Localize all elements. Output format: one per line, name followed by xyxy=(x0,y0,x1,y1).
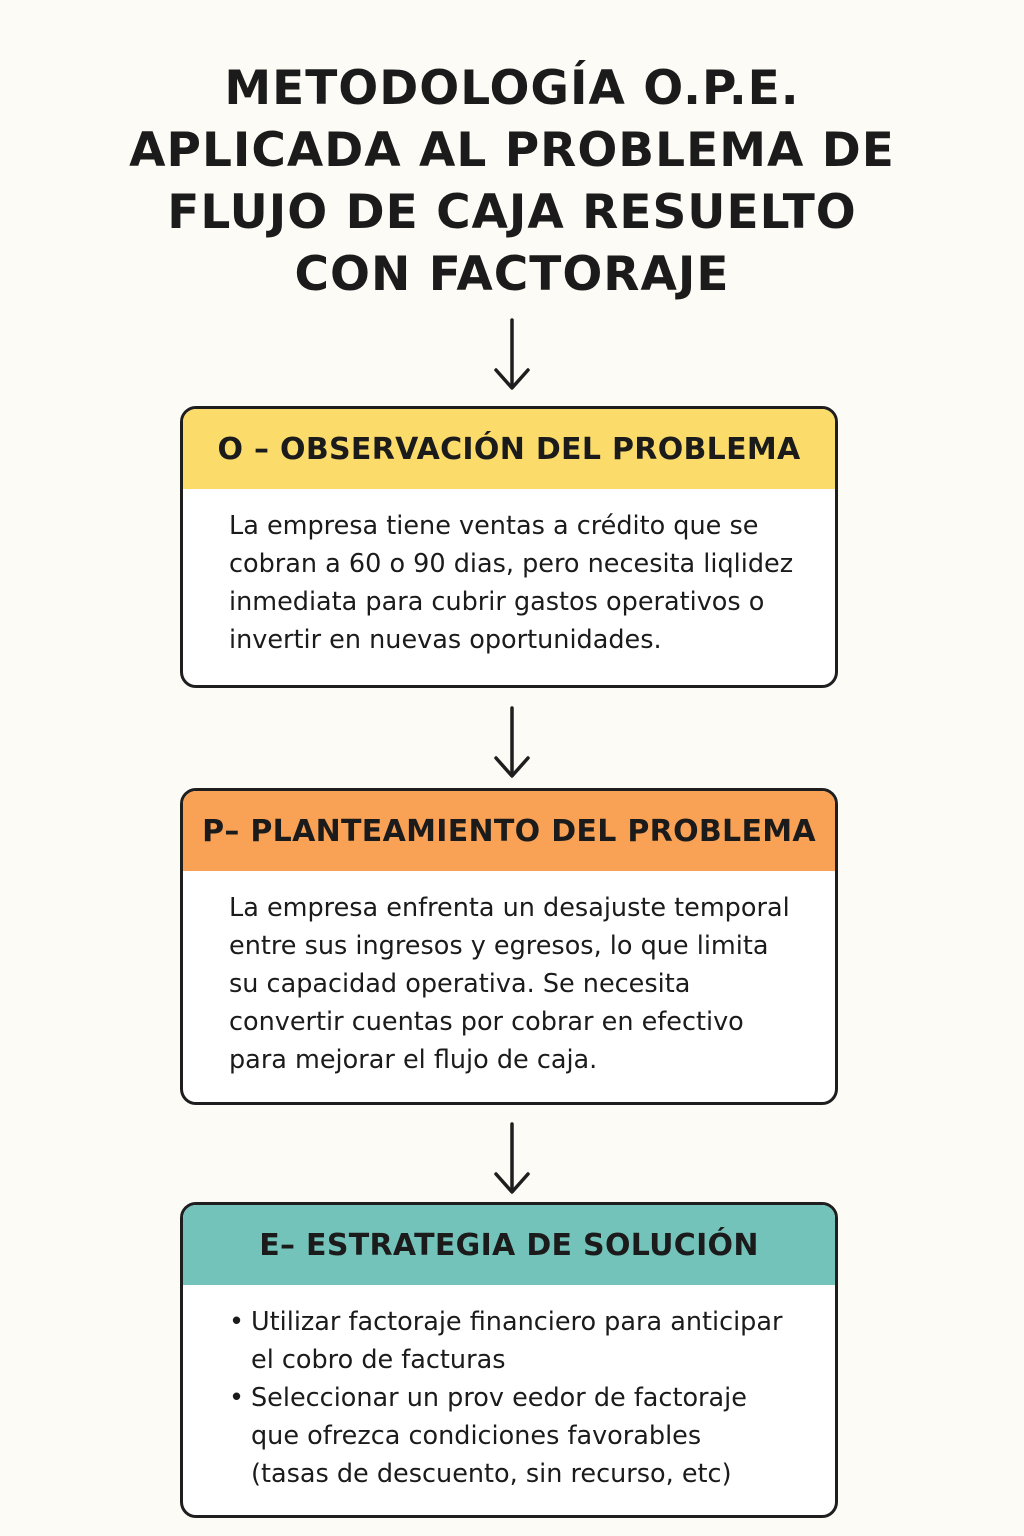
body-line: • Utilizar factoraje financiero para anticipar xyxy=(251,1307,783,1337)
body-line: su capacidad operativa. Se necesita xyxy=(229,969,691,999)
strategy-bullet-list xyxy=(229,1303,807,1493)
arrow-down-icon xyxy=(490,318,534,390)
step-planteamiento xyxy=(180,788,838,1105)
strategy-bullet xyxy=(229,1303,807,1379)
body-line: La empresa enfrenta un desajuste temporal xyxy=(229,893,790,923)
step-estrategia-body xyxy=(183,1285,835,1493)
body-line: entre sus ingresos y egresos, lo que limita xyxy=(229,931,769,961)
title-line: FLUJO DE CAJA RESUELTO xyxy=(167,185,857,240)
body-line: que ofrezca condiciones favorables xyxy=(251,1421,702,1451)
title-line: METODOLOGÍA O.P.E. xyxy=(224,61,800,116)
body-line: el cobro de facturas xyxy=(251,1345,506,1375)
arrow-down-icon xyxy=(490,706,534,778)
title-line: APLICADA AL PROBLEMA DE xyxy=(129,123,895,178)
strategy-bullet xyxy=(229,1379,807,1493)
body-line: • Seleccionar un prov eedor de factoraje xyxy=(251,1383,747,1413)
body-line: invertir en nuevas oportunidades. xyxy=(229,625,662,655)
body-line: cobran a 60 o 90 dias, pero necesita liqlidez xyxy=(229,549,794,579)
step-observacion-header: O – OBSERVACIÓN DEL PROBLEMA xyxy=(183,409,835,489)
body-line: para mejorar el flujo de caja. xyxy=(229,1045,598,1075)
body-line: convertir cuentas por cobrar en efectivo xyxy=(229,1007,744,1037)
step-planteamiento-header: P– PLANTEAMIENTO DEL PROBLEMA xyxy=(183,791,835,871)
step-observacion xyxy=(180,406,838,688)
diagram-title xyxy=(60,58,964,306)
title-line: CON FACTORAJE xyxy=(294,247,730,302)
body-line: (tasas de descuento, sin recurso, etc) xyxy=(251,1459,732,1489)
step-estrategia-header: E– ESTRATEGIA DE SOLUCIÓN xyxy=(183,1205,835,1285)
body-line: inmediata para cubrir gastos operativos o xyxy=(229,587,765,617)
step-observacion-body xyxy=(183,489,835,659)
arrow-down-icon xyxy=(490,1122,534,1194)
step-estrategia xyxy=(180,1202,838,1518)
step-planteamiento-body xyxy=(183,871,835,1079)
body-line: La empresa tiene ventas a crédito que se xyxy=(229,511,759,541)
